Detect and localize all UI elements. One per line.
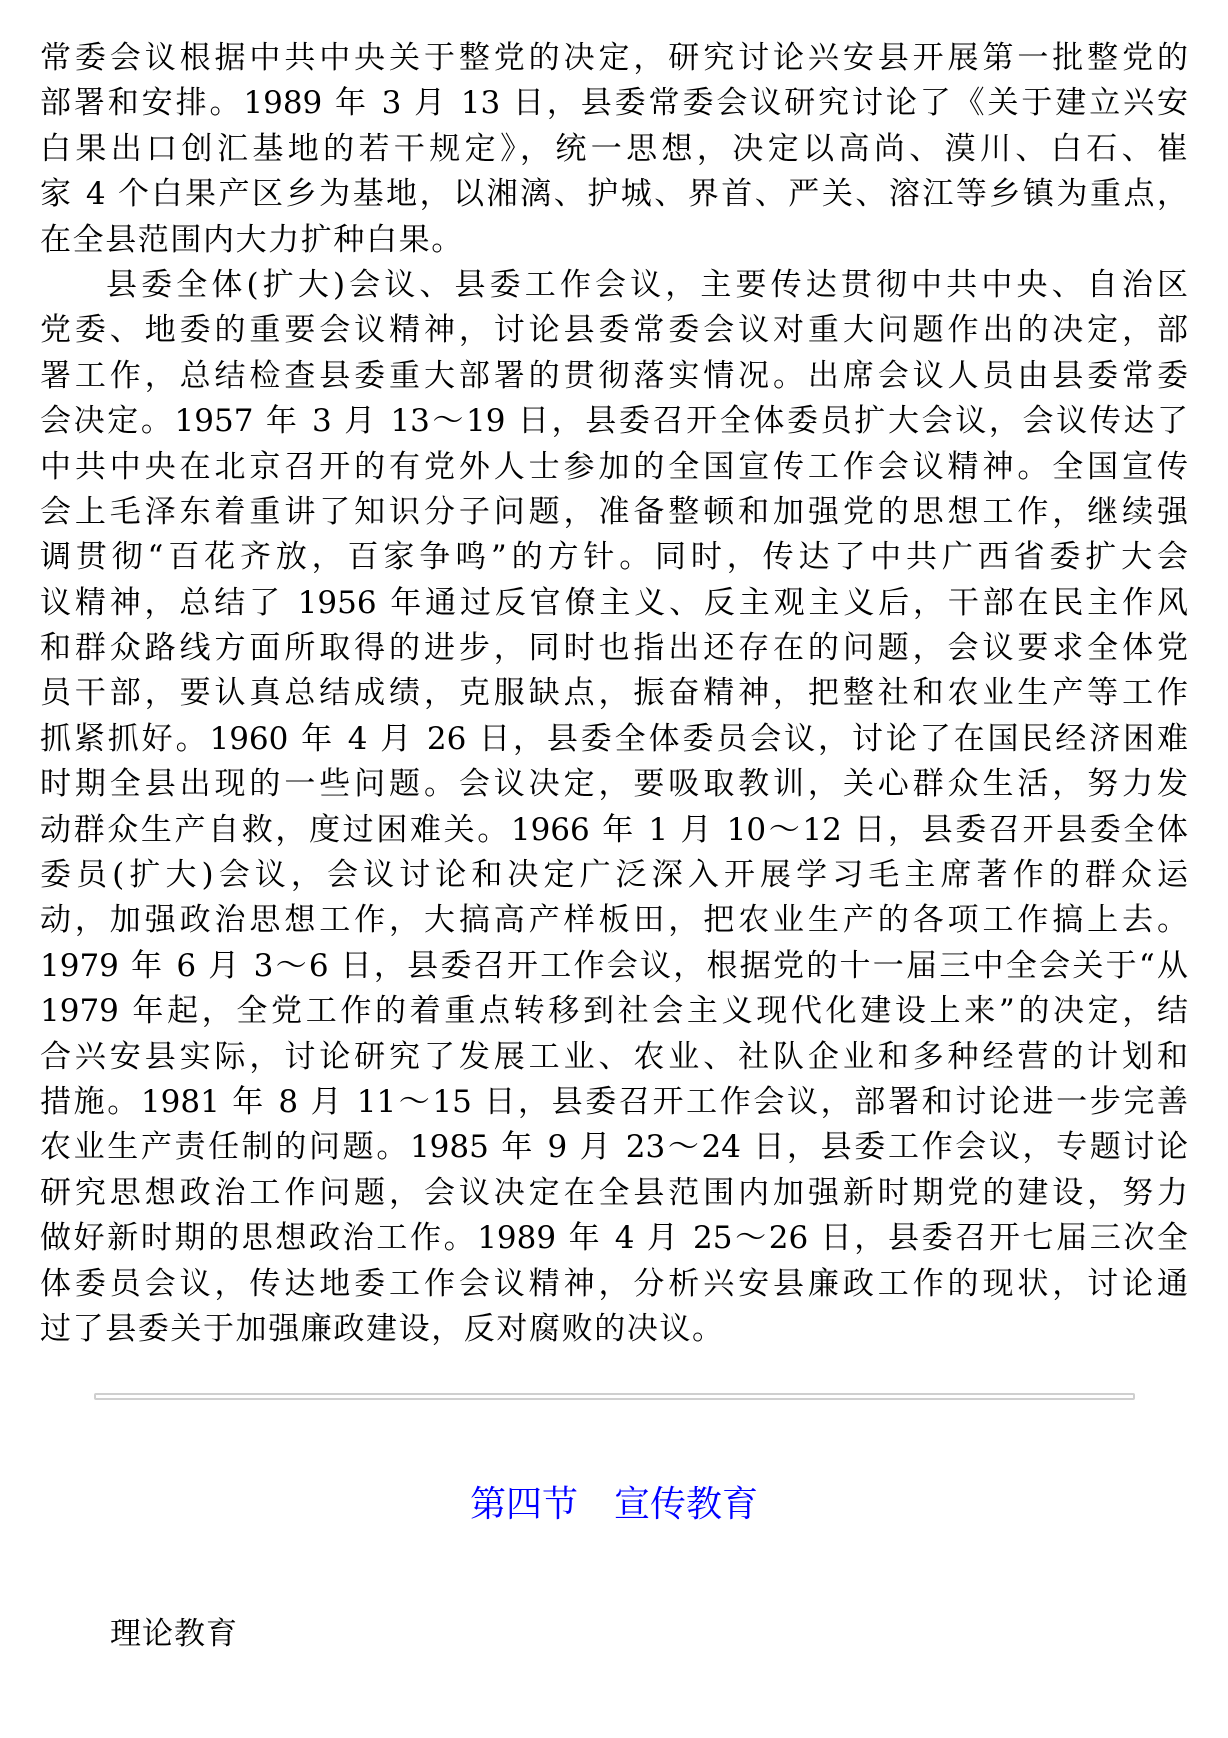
text-line: 在全县范围内大力扩种白果。 (40, 221, 464, 258)
horizontal-rule-divider (94, 1393, 1135, 1400)
text-line: 署工作，总结检查县委重大部署的贯彻落实情况。出席会议人员由县委常委 (40, 357, 1188, 394)
text-line: 家 4 个白果产区乡为基地，以湘漓、护城、界首、严关、溶江等乡镇为重点， (40, 176, 1188, 213)
text-line: 和群众路线方面所取得的进步，同时也指出还存在的问题，会议要求全体党 (40, 630, 1188, 667)
subsection-title: 理论教育 (110, 1616, 238, 1652)
text-line: 常委会议根据中共中央关于整党的决定，研究讨论兴安县开展第一批整党的 (40, 40, 1188, 76)
paragraph-2 (40, 263, 1188, 1352)
text-line: 动，加强政治思想工作，大搞高产样板田，把农业生产的各项工作搞上去。 (40, 902, 1188, 939)
text-line: 措施。1981 年 8 月 11～15 日，县委召开工作会议，部署和讨论进一步完善 (40, 1083, 1188, 1120)
text-line: 委员(扩大)会议，会议讨论和决定广泛深入开展学习毛主席著作的群众运 (40, 857, 1188, 894)
text-line: 合兴安县实际，讨论研究了发展工业、农业、社队企业和多种经营的计划和 (40, 1038, 1188, 1075)
text-line: 议精神，总结了 1956 年通过反官僚主义、反主观主义后，干部在民主作风 (40, 584, 1188, 621)
text-line: 会上毛泽东着重讲了知识分子问题，准备整顿和加强党的思想工作，继续强 (40, 493, 1188, 530)
text-line: 做好新时期的思想政治工作。1989 年 4 月 25～26 日，县委召开七届三次全 (40, 1220, 1188, 1257)
text-line: 过了县委关于加强廉政建设，反对腐败的决议。 (40, 1310, 725, 1347)
text-line: 县委全体(扩大)会议、县委工作会议，主要传达贯彻中共中央、自治区 (106, 266, 1188, 303)
text-line: 1979 年 6 月 3～6 日，县委召开工作会议，根据党的十一届三中全会关于“从 (40, 947, 1188, 984)
text-line: 体委员会议，传达地委工作会议精神，分析兴安县廉政工作的现状，讨论通 (40, 1265, 1188, 1302)
text-line: 时期全县出现的一些问题。会议决定，要吸取教训，关心群众生活，努力发 (40, 766, 1188, 803)
text-line: 白果出口创汇基地的若干规定》，统一思想，决定以高尚、漠川、白石、崔 (40, 130, 1188, 167)
text-line: 研究思想政治工作问题，会议决定在全县范围内加强新时期党的建设，努力 (40, 1174, 1188, 1211)
text-line: 中共中央在北京召开的有党外人士参加的全国宣传工作会议精神。全国宣传 (40, 448, 1188, 485)
text-line: 调贯彻“百花齐放，百家争鸣”的方针。同时，传达了中共广西省委扩大会 (40, 539, 1188, 576)
text-line: 部署和安排。1989 年 3 月 13 日，县委常委会议研究讨论了《关于建立兴安 (40, 85, 1188, 122)
text-line: 抓紧抓好。1960 年 4 月 26 日，县委全体委员会议，讨论了在国民经济困难 (40, 720, 1188, 757)
text-line: 动群众生产自救，度过困难关。1966 年 1 月 10～12 日，县委召开县委全体 (40, 811, 1188, 848)
section-heading: 第四节 宣传教育 (469, 1484, 758, 1525)
body-text (40, 36, 1188, 1352)
paragraph-1 (40, 36, 1188, 263)
text-line: 农业生产责任制的问题。1985 年 9 月 23～24 日，县委工作会议，专题讨论 (40, 1129, 1188, 1166)
text-line: 1979 年起，全党工作的着重点转移到社会主义现代化建设上来”的决定，结 (40, 993, 1188, 1030)
text-line: 党委、地委的重要会议精神，讨论县委常委会议对重大问题作出的决定，部 (40, 312, 1188, 349)
text-line: 会决定。1957 年 3 月 13～19 日，县委召开全体委员扩大会议，会议传达了 (40, 403, 1188, 440)
text-line: 员干部，要认真总结成绩，克服缺点，振奋精神，把整社和农业生产等工作 (40, 675, 1188, 712)
